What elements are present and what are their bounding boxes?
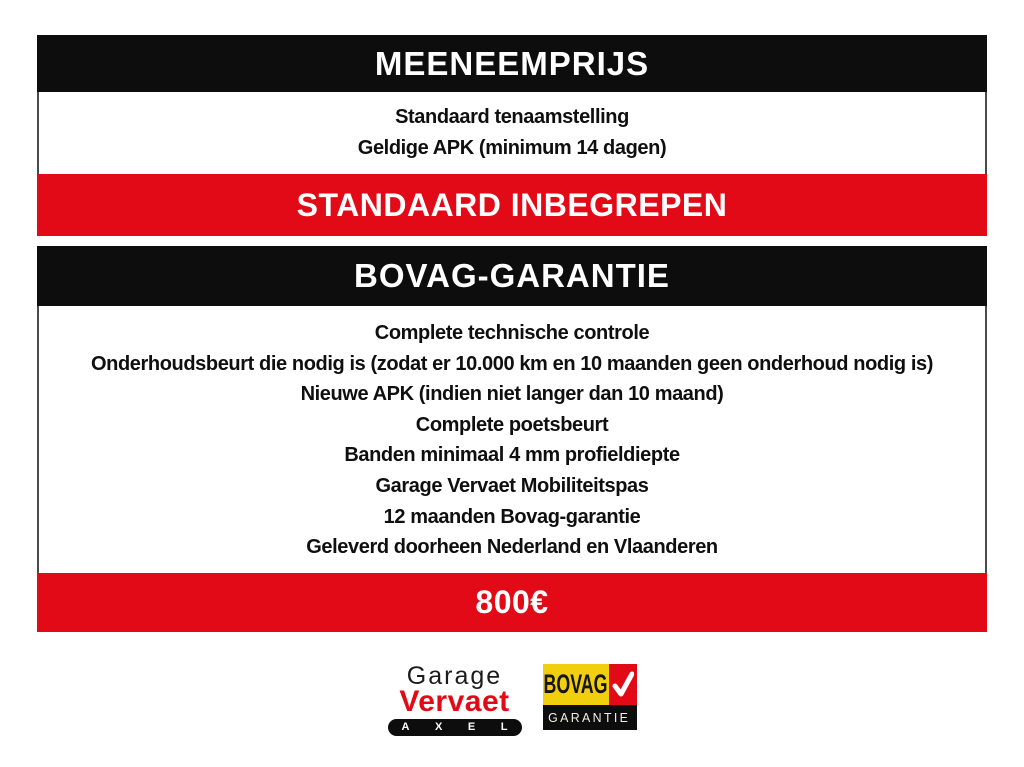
checkmark-icon [612,670,634,700]
bovag-garantie-section [37,246,987,632]
meeneemprijs-title: MEENEEMPRIJS [374,44,650,82]
bovag-header-bar [37,246,987,306]
bovag-items [37,306,987,573]
garage-vervaet-logo [388,664,522,736]
list-item: 12 maanden Bovag-garantie [383,505,641,528]
axel-badge [388,719,522,736]
section-divider [0,236,1024,246]
list-item: Geleverd doorheen Nederland en Vlaanderen [306,536,718,559]
axel-letter: A [401,721,410,733]
axel-letter: X [434,721,443,733]
price-banner [37,573,987,632]
axel-letter: L [500,721,508,733]
axel-letter: E [467,721,476,733]
bovag-label: BOVAG [543,669,608,699]
price-value: 800€ [475,584,549,620]
bovag-logo-check-box [609,664,637,705]
list-item: Nieuwe APK (indien niet langer dan 10 maand) [300,383,724,406]
bovag-garantie-logo [543,664,637,730]
standaard-inbegrepen-label: STANDAARD INBEGREPEN [296,186,728,223]
garantie-label: GARANTIE [548,710,631,725]
meeneemprijs-header-bar [37,35,987,92]
list-item: Standaard tenaamstelling [395,106,629,128]
garage-logo-line2: Vervaet [399,685,510,718]
list-item: Complete poetsbeurt [415,413,609,436]
standaard-inbegrepen-banner [37,174,987,236]
list-item: Garage Vervaet Mobiliteitspas [375,474,649,497]
list-item: Geldige APK (minimum 14 dagen) [357,136,667,159]
bovag-garantie-title: BOVAG-GARANTIE [354,257,670,294]
meeneemprijs-section [37,35,987,236]
meeneemprijs-items [37,92,987,174]
bovag-logo-top [543,664,637,705]
garage-logo-line1: Garage [406,662,503,690]
bovag-logo-wordmark [543,664,609,705]
list-item: Onderhoudsbeurt die nodig is (zodat er 10.000 km en 10 maanden geen onderhoud nodig is) [91,352,933,375]
footer-logos [0,664,1024,736]
list-item: Complete technische controle [374,322,650,344]
list-item: Banden minimaal 4 mm profieldiepte [344,444,680,467]
bovag-logo-garantie-bar [543,705,637,730]
